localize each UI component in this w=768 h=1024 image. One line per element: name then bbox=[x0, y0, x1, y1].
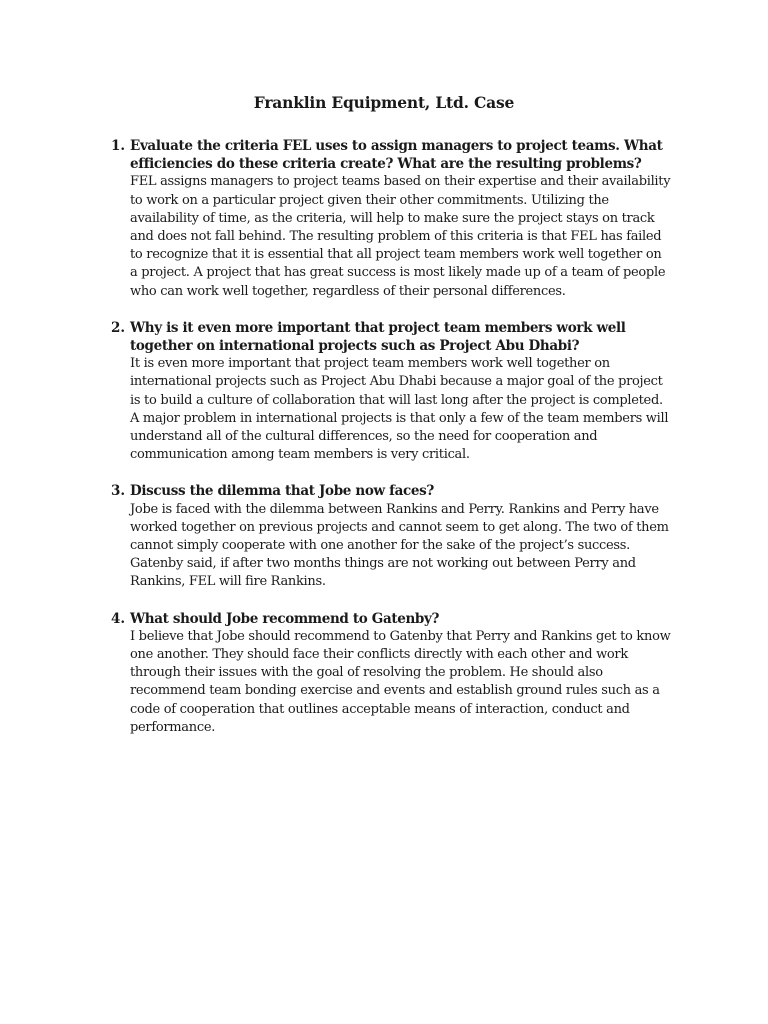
question-text: Discuss the dilemma that Jobe now faces? bbox=[130, 483, 434, 500]
question-text: Why is it even more important that project team members work well together on international projects such as Project Abu Dhabi? bbox=[130, 319, 626, 355]
question-number: 4. bbox=[111, 610, 126, 627]
question-text: Evaluate the criteria FEL uses to assign managers to project teams. What efficiencies do these criteria create? What are the resulting problems? bbox=[130, 138, 663, 173]
question-item-1 bbox=[111, 137, 671, 301]
question-number: 2. bbox=[111, 319, 126, 336]
question-text: What should Jobe recommend to Gatenby? bbox=[130, 610, 440, 627]
question-list bbox=[111, 137, 671, 755]
question-item-4 bbox=[111, 610, 671, 737]
document-title: Franklin Equipment, Ltd. Case bbox=[253, 93, 515, 112]
answer-text: I believe that Jobe should recommend to Gatenby that Perry and Rankins get to know one another. They should face their conflicts directly with each other and work through their issues with the goal of resolving the problem. He should also recommend team bonding exercise and events and establish ground rules such as a code of cooperation that outlines acceptable means of interaction, conduct and performance. bbox=[130, 628, 671, 735]
answer-text: FEL assigns managers to project teams based on their expertise and their availability to work on a particular project given their other commitments. Utilizing the availability of time, as the criteria, will help to make sure the project stays on track and does not fall behind. The resulting problem of this criteria is that FEL has failed to recognize that it is essential that all project team members work well together on a project. A project that has great success is most likely made up of a team of people who can work well together, regardless of their personal differences. bbox=[130, 174, 671, 299]
answer-text: It is even more important that project team members work well together on international projects such as Project Abu Dhabi because a major goal of the project is to build a culture of collaboration that will last long after the project is completed. A major problem in international projects is that only a few of the team members will understand all of the cultural differences, so the need for cooperation and communication among team members is very critical. bbox=[130, 356, 669, 463]
question-item-2 bbox=[111, 319, 671, 465]
question-item-3 bbox=[111, 482, 671, 591]
question-number: 3. bbox=[111, 483, 126, 500]
question-number: 1. bbox=[111, 138, 126, 154]
answer-text: Jobe is faced with the dilemma between Rankins and Perry. Rankins and Perry have worked together on previous projects and cannot seem to get along. The two of them cannot simply cooperate with one another for the sake of the project’s success. Gatenby said, if after two months things are not working out between Perry and Rankins, FEL will fire Rankins. bbox=[130, 501, 669, 590]
